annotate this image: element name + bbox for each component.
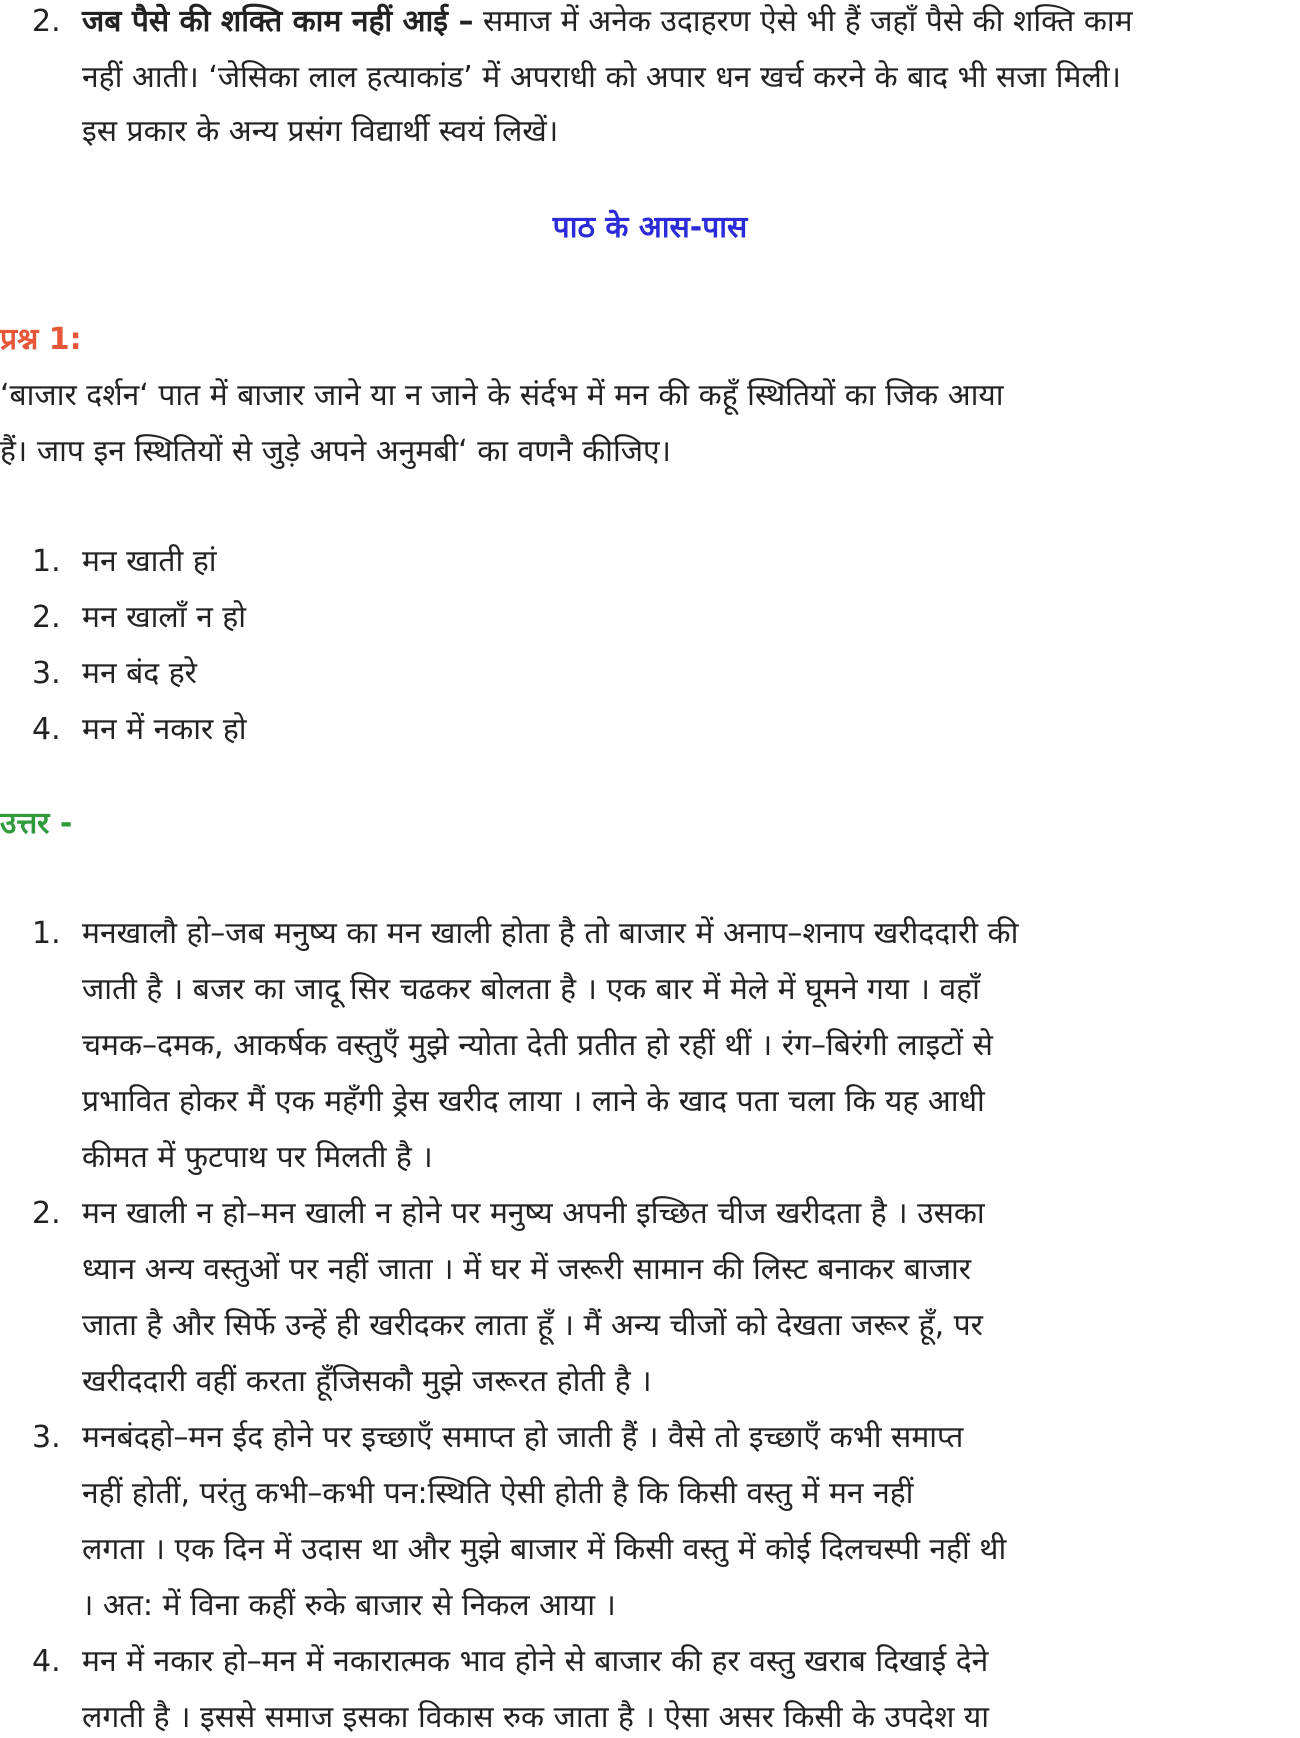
answer-line: ध्यान अन्य वस्तुओं पर नहीं जाता । में घर में जरूरी सामान की लिस्ट बनाकर बाजार	[82, 1252, 972, 1287]
top-item-line-3: इस प्रकार के अन्य प्रसंग विद्यार्थी स्वयं लिखें।	[82, 114, 559, 149]
top-item-line-2: नहीं आती। ‘जेसिका लाल हत्याकांड’ में अपराधी को अपार धन खर्च करने के बाद भी सजा मिली।	[82, 60, 1121, 95]
question-line-2: हैं। जाप इन स्थितियों से जुड़े अपने अनुमबी‘ का वणनै कीजिए।	[0, 434, 671, 469]
answer-heading: उत्तर -	[0, 806, 73, 841]
answer-line: खरीददारी वहीं करता हूँजिसकौ मुझे जरूरत होती है ।	[82, 1364, 652, 1399]
answer-line: मन में नकार हो–मन में नकारात्मक भाव होने से बाजार की हर वस्तु खराब दिखाई देने	[82, 1644, 989, 1679]
top-item-line-1	[82, 2, 1133, 42]
answer-line: चमक–दमक, आकर्षक वस्तुएँ मुझे न्योता देती प्रतीत हो रहीं थीं । रंग–बिरंगी लाइटों से	[82, 1028, 993, 1063]
answer-item-number: 1.	[32, 916, 61, 951]
question-item-number: 4.	[32, 712, 61, 747]
answer-item-number: 4.	[32, 1644, 61, 1679]
top-item-line-1-rest: समाज में अनेक उदाहरण ऐसे भी हैं जहाँ पैसे की शक्ति काम	[473, 4, 1133, 39]
answer-line: जाती है । बजर का जादू सिर चढकर बोलता है । एक बार में मेले में घूमने गया । वहाँ	[82, 972, 980, 1007]
question-item-text: मन बंद हरे	[82, 656, 197, 691]
answer-item-number: 3.	[32, 1420, 61, 1455]
question-item-number: 3.	[32, 656, 61, 691]
question-heading: प्रश्न 1:	[0, 322, 82, 357]
answer-line: जाता है और सिर्फे उन्हें ही खरीदकर लाता हूँ । मैं अन्य चीजों को देखता जरूर हूँ, पर	[82, 1308, 983, 1343]
section-title: पाठ के आस-पास	[552, 210, 748, 245]
answer-line: मन खाली न हो–मन खाली न होने पर मनुष्य अपनी इच्छित चीज खरीदता है । उसका	[82, 1196, 985, 1231]
question-item-text: मन खालाँ न हो	[82, 600, 246, 635]
answer-line: मनबंदहो–मन ईद होने पर इच्छाएँ समाप्त हो जाती हैं । वैसे तो इच्छाएँ कभी समाप्त	[82, 1420, 964, 1455]
answer-item-number: 2.	[32, 1196, 61, 1231]
question-item-text: मन में नकार हो	[82, 712, 247, 747]
answer-line: मनखालौ हो–जब मनुष्य का मन खाली होता है तो बाजार में अनाप–शनाप खरीददारी की	[82, 916, 1019, 951]
answer-line: लगता । एक दिन में उदास था और मुझे बाजार में किसी वस्तु में कोई दिलचस्पी नहीं थी	[82, 1532, 1007, 1567]
answer-line: लगती है । इससे समाज इसका विकास रुक जाता है । ऐसा असर किसी के उपदेश या	[82, 1700, 990, 1735]
answer-line: नहीं होतीं, परंतु कभी–कभी पन:स्थिति ऐसी होती है कि किसी वस्तु में मन नहीं	[82, 1476, 914, 1511]
question-item-number: 2.	[32, 600, 61, 635]
answer-line: कीमत में फुटपाथ पर मिलती है ।	[82, 1140, 433, 1175]
top-item-bold-lead: जब पैसे की शक्ति काम नहीं आई –	[82, 4, 474, 39]
answer-line: । अत: में विना कहीं रुके बाजार से निकल आया ।	[82, 1588, 616, 1623]
question-item-text: मन खाती हां	[82, 544, 217, 579]
answer-line: प्रभावित होकर मैं एक महँगी ड्रेस खरीद लाया । लाने के खाद पता चला कि यह आधी	[82, 1084, 985, 1119]
top-item-number: 2.	[32, 4, 61, 39]
question-item-number: 1.	[32, 544, 61, 579]
question-line-1: ‘बाजार दर्शन‘ पात में बाजार जाने या न जाने के संर्दभ में मन की कहूँ स्थितियों का जिक आया	[0, 378, 1004, 413]
